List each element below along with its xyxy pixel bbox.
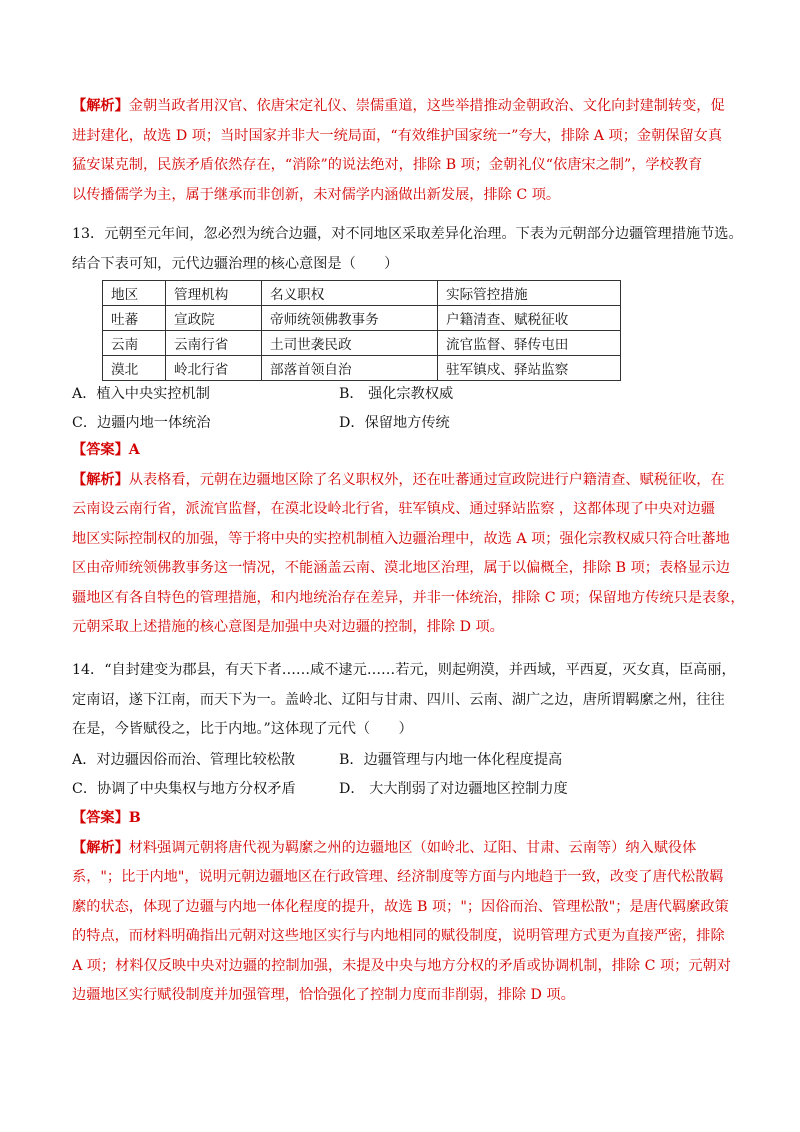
q14-options [72, 746, 728, 804]
q13-table [102, 280, 621, 381]
q13-options [72, 380, 728, 438]
option-c: C．边疆内地一体统治 [72, 415, 211, 431]
table-header-cell: 名义职权 [262, 281, 438, 306]
prev-explanation [72, 92, 728, 210]
q14-answer-block [72, 804, 731, 1011]
table-cell: 漠北 [103, 356, 166, 381]
explanation-line: 边疆地区实行赋役制度并加强管理，恰恰强化了控制力度而非削弱，排除 D 项。 [72, 987, 575, 1003]
explanation-line: 系，"；比于内地"，说明元朝边疆地区在行政管理、经济制度等方面与内地趋于一致，改变了唐代松散羁 [72, 869, 724, 885]
table-cell: 帝师统领佛教事务 [262, 306, 438, 331]
table-row [103, 306, 621, 331]
option-d: D．保留地方传统 [339, 415, 450, 431]
explanation-text: 从表格看，元朝在边疆地区除了名义职权外，还在吐蕃通过宣政院进行户籍清查、赋税征收，在 [128, 471, 725, 488]
q13-stem [72, 220, 743, 279]
table-row [103, 331, 621, 356]
question-stem-line: 13．元朝至元年间，忽必烈为统合边疆，对不同地区采取差异化治理。下表为元朝部分边疆管理措施节选。 [72, 226, 743, 242]
explanation-tag: 【解析】 [72, 839, 129, 856]
table-cell: 流官监督、驿传屯田 [438, 331, 621, 356]
explanation-line [72, 92, 728, 122]
explanation-text: 金朝当政者用汉官、依唐宋定礼仪、崇儒重道，这些举措推动金朝政治、文化向封建制转变，促 [128, 98, 725, 114]
option-b: B． 强化宗教权威 [339, 386, 454, 402]
answer-label: 【答案】A [72, 442, 140, 458]
question-stem-line: 定南诏，遂下江南，而天下为一。盖岭北、辽阳与甘肃、四川、云南、湖广之边，唐所谓羁縻之州，往往 [72, 691, 725, 708]
table-header-row [103, 281, 621, 306]
option-c: C．协调了中央集权与地方分权矛盾 [72, 781, 296, 797]
explanation-line: 縻的状态，体现了边疆与内地一体化程度的提升，故选 B 项；"；因俗而治、管理松散"；是唐代羁縻政策 [72, 898, 729, 915]
question-stem-line: 结合下表可知，元代边疆治理的核心意图是（ ） [72, 255, 399, 272]
explanation-line: 区由帝师统领佛教事务这一情况，不能涵盖云南、漠北地区治理，属于以偏概全，排除 B 项；表格显示边 [72, 560, 730, 576]
question-stem-line: 14．“自封建变为郡县，有天下者……咸不逮元……若元，则起朔漠，并西域，平西夏，灭女真，臣高丽， [72, 662, 736, 678]
table-header-cell: 管理机构 [166, 281, 262, 306]
explanation-line: 云南设云南行省，派流官监督，在漠北设岭北行省，驻军镇戍、通过驿站监察 ，这都体现了中央对边疆 [72, 501, 715, 517]
explanation-line: 地区实际控制权的加强，等于将中央的实控机制植入边疆治理中，故选 A 项；强化宗教权威只符合吐蕃地 [72, 530, 730, 547]
option-row [72, 775, 728, 804]
explanation-line: 猛安谋克制，民族矛盾依然存在，“消除”的说法绝对，排除 B 项；金朝礼仪“依唐宋之制”，学校教育 [72, 157, 703, 173]
explanation-tag: 【解析】 [72, 471, 129, 488]
explanation-line: 以传播儒学为主，属于继承而非创新，未对儒学内涵做出新发展，排除 C 项。 [72, 186, 561, 203]
explanation-text: 材料强调元朝将唐代视为羁縻之州的边疆地区（如岭北、辽阳、甘肃、云南等）纳入赋役体 [128, 839, 697, 856]
option-row [72, 746, 728, 775]
option-b: B．边疆管理与内地一体化程度提高 [339, 752, 563, 768]
explanation-line: 的特点，而材料明确指出元朝对这些地区实行与内地相同的赋役制度，说明管理方式更为直接严密，排除 [72, 928, 725, 944]
option-a: A．对边疆因俗而治、管理比较松散 [72, 752, 296, 768]
q14-stem [72, 656, 736, 745]
option-d: D． 大大削弱了对边疆地区控制力度 [339, 781, 568, 797]
table-cell: 吐蕃 [103, 306, 166, 331]
explanation-line: 元朝采取上述措施的核心意图是加强中央对边疆的控制，排除 D 项。 [72, 619, 504, 635]
explanation-line [72, 466, 728, 496]
option-row [72, 409, 728, 438]
explanation-tag: 【解析】 [72, 98, 129, 114]
table-cell: 宣政院 [166, 306, 262, 331]
table-cell: 土司世袭民政 [262, 331, 438, 356]
table-row [103, 356, 621, 381]
table-header-cell: 地区 [103, 281, 166, 306]
option-a: A．植入中央实控机制 [72, 386, 210, 402]
table-cell: 岭北行省 [166, 356, 262, 381]
question-stem-line: 在是，今皆赋役之，比于内地。”这体现了元代（ ） [72, 721, 413, 737]
explanation-line: 进封建化，故选 D 项；当时国家并非大一统局面，“有效维护国家统一”夸大，排除 A 项；金朝保留女真 [72, 127, 723, 144]
table-cell: 户籍清查、赋税征收 [438, 306, 621, 331]
explanation-line [72, 834, 728, 864]
table-cell: 部落首领自治 [262, 356, 438, 381]
q13-answer-block [72, 436, 745, 643]
table-cell: 云南 [103, 331, 166, 356]
table-cell: 云南行省 [166, 331, 262, 356]
option-row [72, 380, 728, 409]
explanation-line: A 项；材料仅反映中央对边疆的控制加强，未提及中央与地方分权的矛盾或协调机制，排除 C 项；元朝对 [72, 957, 731, 974]
explanation-line: 疆地区有各自特色的管理措施，和内地统治存在差异，并非一体统治，排除 C 项；保留地方传统只是表象， [72, 589, 745, 606]
table-cell: 驻军镇戍、驿站监察 [438, 356, 621, 381]
answer-label: 【答案】B [72, 810, 141, 826]
table-header-cell: 实际管控措施 [438, 281, 621, 306]
